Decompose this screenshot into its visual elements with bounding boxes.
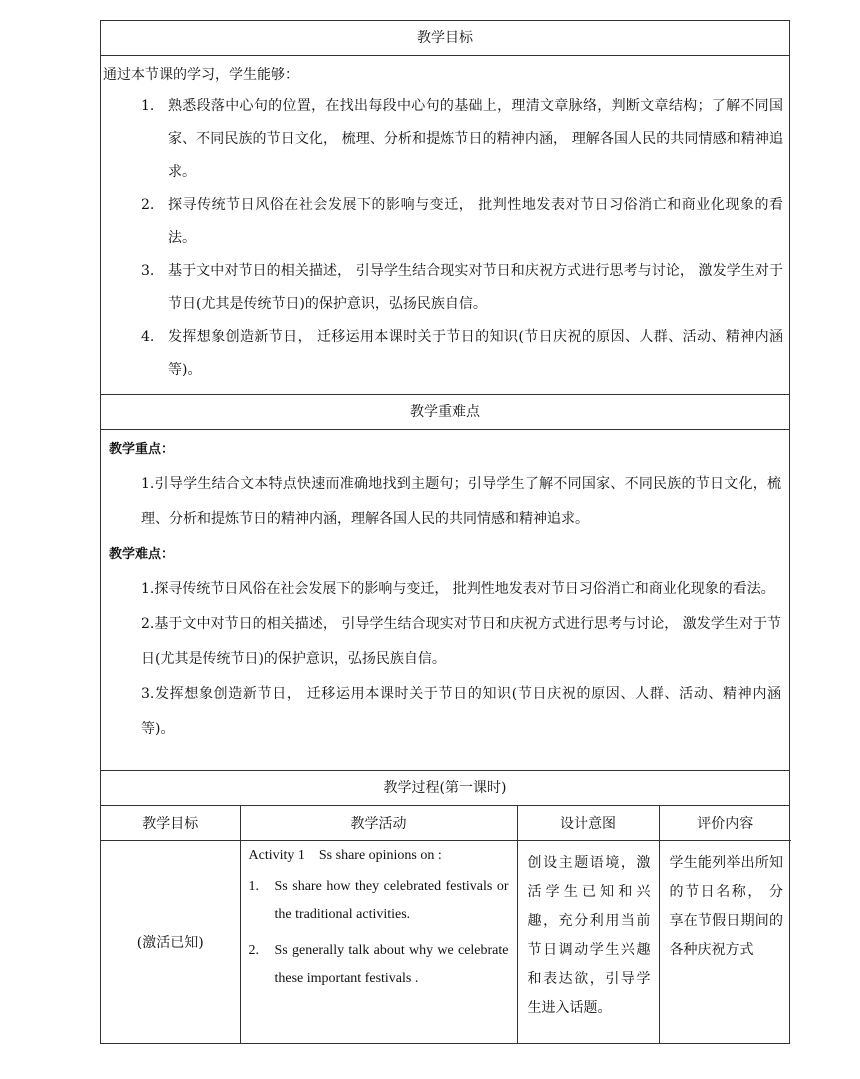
goal-text: 探寻传统节日风俗在社会发展下的影响与变迁， 批判性地发表对节日习俗消亡和商业化现象的看法。 [168,197,783,246]
key-points-title: 教学重难点 [101,395,789,430]
difficulty-text: 2.基于文中对节日的相关描述， 引导学生结合现实对节日和庆祝方式进行思考与讨论， 激发学生对于节日(尤其是传统节日)的保护意识，弘扬民族自信。 [141,616,781,667]
goal-number: 4. [141,329,155,345]
process-title: 教学过程(第一课时) [101,771,789,806]
col-header-goal: 教学目标 [101,806,240,841]
activity-number: 1. [248,879,259,894]
col-header-evaluation: 评价内容 [659,806,791,841]
activity-text: Ss generally talk about why we celebrate these important festivals . [274,943,509,986]
focus-text: 1.引导学生结合文本特点快速而准确地找到主题句；引导学生了解不同国家、不同民族的节日文化，梳理、分析和提炼节日的精神内涵，理解各国人民的共同情感和精神追求。 [141,476,781,527]
goal-text: 熟悉段落中心句的位置，在找出每段中心句的基础上，理清文章脉络，判断文章结构；了解不同国家、不同民族的节日文化， 梳理、分析和提炼节日的精神内涵， 理解各国人民的共同情感和精神追求。 [168,98,783,180]
goal-number: 2. [141,197,155,213]
lesson-plan-table [100,20,790,1044]
goal-text: 发挥想象创造新节日， 迁移运用本课时关于节日的知识(节日庆祝的原因、人群、活动、精神内涵等)。 [168,329,783,378]
process-row [101,841,791,1043]
goal-number: 1. [141,98,155,114]
goal-item [101,189,789,255]
goals-title: 教学目标 [101,21,789,56]
difficulty-text: 1.探寻传统节日风俗在社会发展下的影响与变迁， 批判性地发表对节日习俗消亡和商业化现象的看法。 [141,581,775,597]
goal-number: 3. [141,263,155,279]
process-table [101,806,791,1043]
goal-item [101,90,789,189]
key-points-section [101,432,789,771]
goals-section [101,56,789,395]
row-intent: 创设主题语境，激活学生已知和兴趣，充分利用当前节日调动学生兴趣和表达欲，引导学生进入话题。 [517,841,659,1043]
row-evaluation: 学生能列举出所知的节日名称， 分享在节假日期间的各种庆祝方式 [659,841,791,1043]
activity-title: Activity 1 Ss share opinions on : [248,848,442,863]
focus-label: 教学重点： [109,442,175,457]
col-header-intent: 设计意图 [517,806,659,841]
goals-intro: 通过本节课的学习，学生能够： [103,67,299,83]
goals-list [101,90,789,387]
activity-number: 2. [248,943,259,958]
activity-text: Ss share how they celebrated festivals or the traditional activities. [274,879,509,922]
col-header-activity: 教学活动 [240,806,517,841]
row-goal: (激活已知) [101,841,240,1043]
activity-item [249,873,509,929]
goal-item [101,255,789,321]
goal-item [101,321,789,387]
activity-item [249,937,509,993]
difficulty-label: 教学难点： [109,547,175,562]
row-activity [240,841,517,1043]
goal-text: 基于文中对节日的相关描述， 引导学生结合现实对节日和庆祝方式进行思考与讨论， 激发学生对于节日(尤其是传统节日)的保护意识，弘扬民族自信。 [168,263,783,312]
difficulty-text: 3.发挥想象创造新节日， 迁移运用本课时关于节日的知识(节日庆祝的原因、人群、活动、精神内涵等)。 [141,686,781,737]
process-header-row [101,806,791,841]
